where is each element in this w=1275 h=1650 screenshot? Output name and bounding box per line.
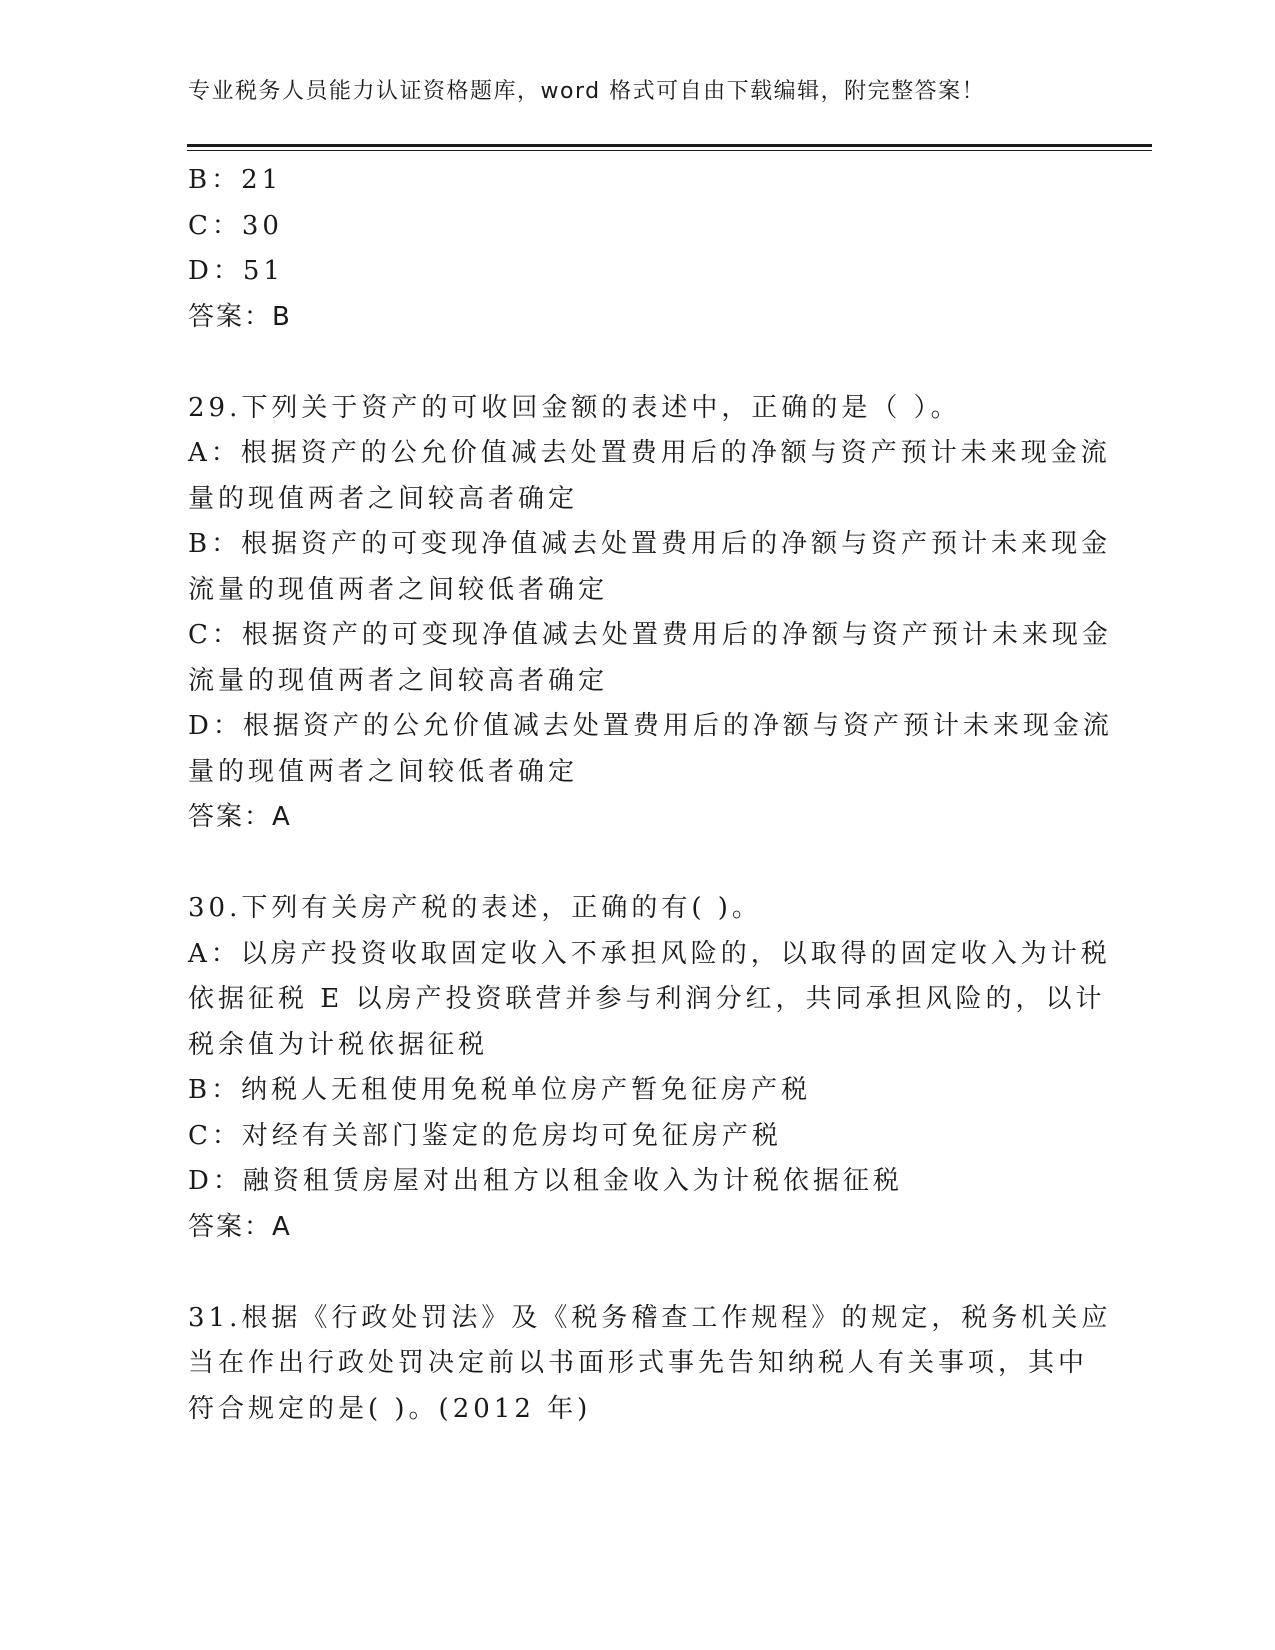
question-stem: 29.下列关于资产的可收回金额的表述中，正确的是（ ）。 [188, 392, 961, 423]
question-stem-line-3: 符合规定的是( )。(2012 年) [188, 1393, 592, 1424]
option-c: C：对经有关部门鉴定的危房均可免征房产税 [188, 1120, 782, 1151]
question-stem-line-1: 31.根据《行政处罚法》及《税务稽查工作规程》的规定，税务机关应 [188, 1302, 1112, 1333]
option-b: B：21 [188, 165, 283, 195]
option-d: D：51 [188, 256, 284, 286]
answer: 答案：A [188, 1211, 292, 1242]
question-30 [188, 886, 1111, 1250]
option-d: D：融资租赁房屋对出租方以租金收入为计税依据征税 [188, 1166, 903, 1196]
option-a-line-2: 量的现值两者之间较高者确定 [188, 483, 579, 514]
spacer [188, 1250, 1068, 1296]
question-29 [188, 386, 1113, 841]
option-b-line-1: B：根据资产的可变现净值减去处置费用后的净额与资产预计未来现金 [188, 529, 1112, 559]
option-a-line-1: A：以房产投资收取固定收入不承担风险的，以取得的固定收入为计税 [188, 938, 1111, 969]
option-b-line-2: 流量的现值两者之间较低者确定 [188, 574, 609, 605]
header-rule-thick [187, 144, 1152, 147]
question-stem-line-2: 当在作出行政处罚决定前以书面形式事先告知纳税人有关事项，其中 [188, 1348, 1089, 1378]
option-c: C：30 [188, 210, 283, 241]
document-body [188, 158, 1113, 1432]
option-c-line-2: 流量的现值两者之间较高者确定 [188, 665, 609, 696]
option-c-line-1: C：根据资产的可变现净值减去处置费用后的净额与资产预计未来现金 [188, 620, 1112, 650]
answer: 答案：B [188, 301, 292, 332]
question-31 [188, 1296, 1112, 1433]
question-28-tail [188, 158, 1068, 340]
option-b: B：纳税人无租使用免税单位房产暂免征房产税 [188, 1075, 812, 1105]
option-a-line-1: A：根据资产的公允价值减去处置费用后的净额与资产预计未来现金流 [188, 438, 1111, 468]
option-d-line-2: 量的现值两者之间较低者确定 [188, 756, 579, 787]
header-rule-thin [187, 150, 1152, 151]
option-a-line-3: 税余值为计税依据征税 [188, 1029, 489, 1060]
option-a-line-2: 依据征税 E 以房产投资联营并参与利润分红，共同承担风险的，以计 [188, 984, 1106, 1014]
question-stem: 30.下列有关房产税的表述，正确的有( )。 [188, 893, 762, 923]
answer: 答案：A [188, 802, 292, 832]
spacer [188, 340, 1068, 386]
option-d-line-1: D：根据资产的公允价值减去处置费用后的净额与资产预计未来现金流 [188, 711, 1113, 741]
page-header: 专业税务人员能力认证资格题库，word 格式可自由下载编辑，附完整答案！ [188, 79, 986, 104]
spacer [188, 841, 1068, 887]
